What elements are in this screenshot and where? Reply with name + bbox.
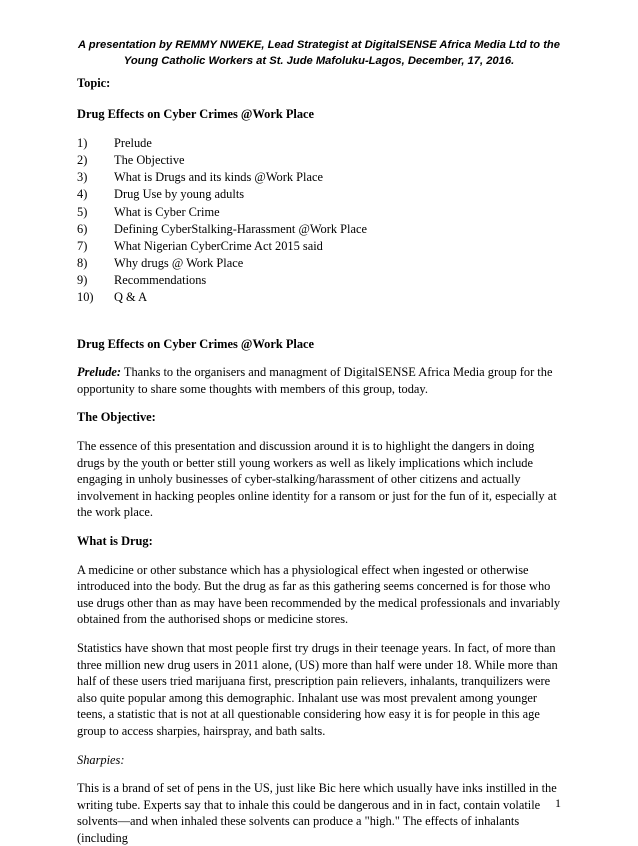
list-number: 1) xyxy=(77,136,88,151)
sharpies-paragraph: This is a brand of set of pens in the US, just like Bic here which usually have inks instilled in the writing tube. Experts say that to inhale this could be dangerous and in in fact, contain volatile solvents—and when inhaled these solvents can produce a "high." The effects of inhalants (including xyxy=(77,781,557,845)
list-text: Defining CyberStalking-Harassment @Work Place xyxy=(114,221,368,236)
header-line-1: A presentation by REMMY NWEKE, Lead Strategist at DigitalSENSE Africa Media Ltd to the xyxy=(78,39,560,51)
list-text: Recommendations xyxy=(114,272,207,287)
prelude-text: Thanks to the organisers and managment of DigitalSENSE Africa Media group for the opportunity to share some thoughts with members of this group, today. xyxy=(77,365,553,396)
list-item xyxy=(77,169,562,186)
drug-paragraph-2: Statistics have shown that most people first try drugs in their teenage years. In fact, of more than three million new drug users in 2011 alone, (US) more than half were under 18. While more than half of these users tried marijuana first, prescription pain relievers, inhalants, tranquilizers were also quite popular among this demographic. Inhalant use was most prevalent among younger teens, a statistic that is not at all questionable considering how easy it is for people in this age group to access sharpies, hairspray, and bath salts. xyxy=(77,640,558,738)
list-item xyxy=(77,186,562,203)
list-item xyxy=(77,289,562,306)
list-number: 10) xyxy=(77,290,94,305)
presentation-header xyxy=(40,37,598,69)
list-number: 5) xyxy=(77,204,88,219)
header-line-2: Young Catholic Workers at St. Jude Mafoluku-Lagos, December, 17, 2016. xyxy=(123,55,515,67)
list-item xyxy=(77,152,562,169)
list-item xyxy=(77,204,562,221)
page-number: 1 xyxy=(555,796,561,810)
list-text: Why drugs @ Work Place xyxy=(114,255,244,270)
objective-heading: The Objective: xyxy=(77,410,156,425)
list-item xyxy=(77,255,562,272)
list-number: 9) xyxy=(77,272,88,287)
prelude-label: Prelude: xyxy=(77,365,122,380)
drug-paragraph-1: A medicine or other substance which has a physiological effect when ingested or otherwise introduced into the body. But the drug as far as this gathering seems concerned is for those who use drugs other than as may have been recommended by the medical professionals and invariably obtained from the authorised shops or medicine stores. xyxy=(77,562,561,627)
list-text: What is Drugs and its kinds @Work Place xyxy=(114,170,323,185)
prelude-paragraph xyxy=(77,364,562,397)
list-item xyxy=(77,135,562,152)
list-text: What Nigerian CyberCrime Act 2015 said xyxy=(114,238,323,253)
list-number: 2) xyxy=(77,153,88,168)
list-text: What is Cyber Crime xyxy=(114,204,220,219)
list-number: 7) xyxy=(77,238,88,253)
list-text: Drug Use by young adults xyxy=(114,187,245,202)
list-item xyxy=(77,272,562,289)
list-item xyxy=(77,221,562,238)
topic-title: Drug Effects on Cyber Crimes @Work Place xyxy=(77,106,315,121)
list-number: 3) xyxy=(77,170,88,185)
list-text: Q & A xyxy=(114,290,148,305)
document-body xyxy=(77,75,562,846)
list-text: The Objective xyxy=(114,153,185,168)
topic-label: Topic: xyxy=(77,76,111,90)
list-text: Prelude xyxy=(114,136,152,151)
list-number: 4) xyxy=(77,187,88,202)
drug-heading: What is Drug: xyxy=(77,533,153,548)
list-number: 8) xyxy=(77,255,88,270)
section-title: Drug Effects on Cyber Crimes @Work Place xyxy=(77,336,315,351)
list-number: 6) xyxy=(77,221,88,236)
objective-paragraph: The essence of this presentation and discussion around it is to highlight the dangers in doing drugs by the youth or better still young workers as well as likely implications which include engaging in unholy businesses of cyber-stalking/harassment of other citizens and actually involvement in hacking peoples online identity for a ransom or just for the fun of it, especially at the work place. xyxy=(77,439,557,520)
list-item xyxy=(77,238,562,255)
table-of-contents xyxy=(77,135,562,305)
sharpies-heading: Sharpies: xyxy=(77,752,125,767)
